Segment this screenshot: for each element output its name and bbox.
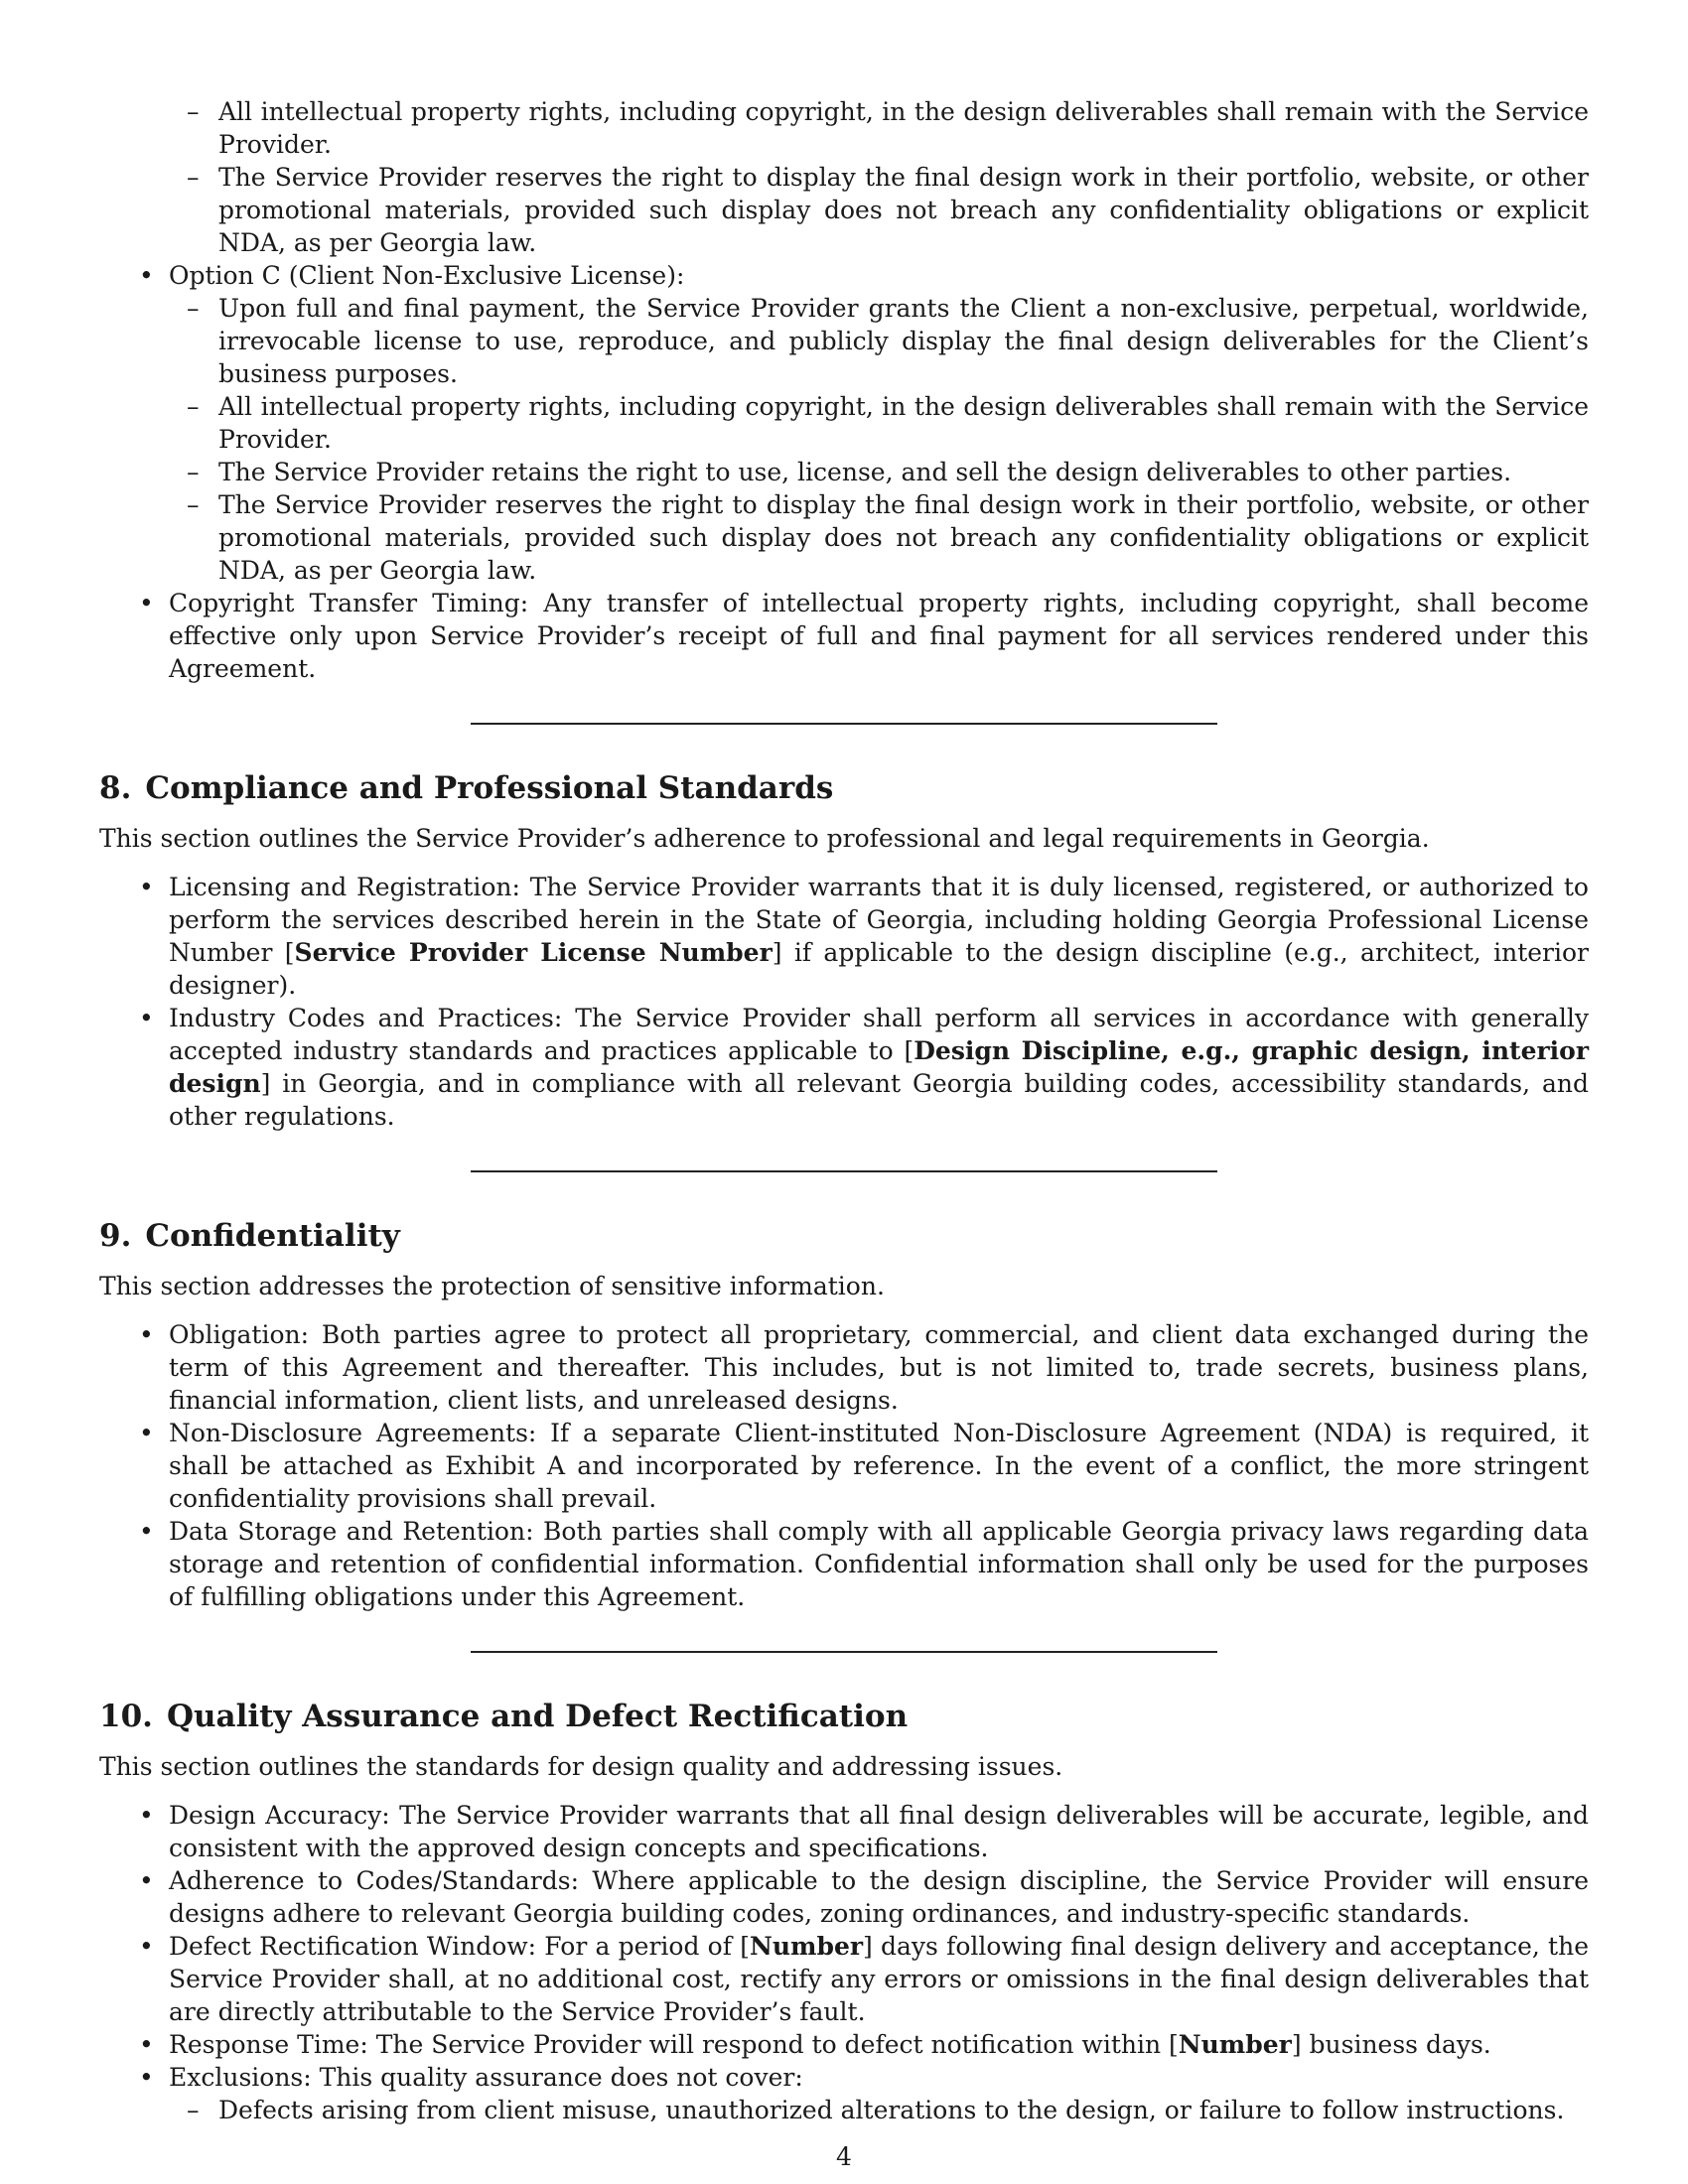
exclusions-item	[99, 2061, 1589, 2126]
defect-window-item	[99, 1930, 1589, 2028]
list-item: – All intellectual property rights, including copyright, in the design deliverables shall remain with the Service Provider.	[159, 390, 1589, 456]
codes-item: • Adherence to Codes/Standards: Where applicable to the design discipline, the Service Provider will ensure designs adhere to relevant Georgia building codes, zoning ordinances, and industry-specific standards.	[99, 1864, 1589, 1930]
exclusions-label: Exclusions: This quality assurance does not cover:	[169, 2063, 803, 2092]
section-10-intro: This section outlines the standards for design quality and addressing issues.	[99, 1752, 1063, 1781]
list-item: – All intellectual property rights, including copyright, in the design deliverables shall remain with the Service Provider.	[159, 95, 1589, 161]
ip-options-list	[99, 95, 1589, 685]
list-item: – The Service Provider reserves the right to display the final design work in their portfolio, website, or other promotional materials, provided such display does not breach any confidentiality obligations or explicit NDA, as per Georgia law.	[159, 161, 1589, 259]
section-divider	[471, 1651, 1217, 1653]
text-run: ] days following final design delivery and acceptance, the Service Provider shall, at no additional cost, rectify any errors or omissions in the final design deliverables that are directly attributable to the Service Provider’s fault.	[169, 1932, 1589, 2026]
text-run: Licensing and Registration: The Service Provider warrants that it is duly licensed, registered, or authorized to perform the services described herein in the State of Georgia, including holding Georgia Professional License Number [	[169, 873, 1589, 967]
list-item: – The Service Provider retains the right to use, license, and sell the design deliverables to other parties.	[159, 456, 1589, 488]
text-run: Response Time: The Service Provider will respond to defect notification within [	[169, 2030, 1179, 2059]
list-item: • Non-Disclosure Agreements: If a separate Client-instituted Non-Disclosure Agreement (NDA) is required, it shall be attached as Exhibit A and incorporated by reference. In the event of a conflict, the more stringent confidentiality provisions shall prevail.	[99, 1417, 1589, 1515]
industry-codes-item	[99, 1002, 1589, 1133]
page-number: 4	[836, 2142, 852, 2171]
section-10-heading	[99, 1697, 1589, 1736]
placeholder-field: Number	[1178, 2030, 1292, 2059]
list-item: – The Service Provider reserves the right to display the final design work in their portfolio, website, or other promotional materials, provided such display does not breach any confidentiality obligations or explicit NDA, as per Georgia law.	[159, 488, 1589, 587]
section-9-list	[99, 1318, 1589, 1613]
section-divider	[471, 723, 1217, 725]
section-divider	[471, 1170, 1217, 1172]
section-10-list	[99, 1799, 1589, 2126]
section-9-heading	[99, 1216, 1589, 1256]
list-item: • Data Storage and Retention: Both parties shall comply with all applicable Georgia privacy laws regarding data storage and retention of confidential information. Confidential information shall only be used for the purposes of fulfilling obligations under this Agreement.	[99, 1515, 1589, 1613]
copyright-timing-item: • Copyright Transfer Timing: Any transfer of intellectual property rights, including copyright, shall become effective only upon Service Provider’s receipt of full and final payment for all services rendered under this Agreement.	[99, 587, 1589, 685]
section-8-list	[99, 871, 1589, 1133]
list-item: – Upon full and final payment, the Service Provider grants the Client a non-exclusive, perpetual, worldwide, irrevocable license to use, reproduce, and publicly display the final design deliverables for the Client’s business purposes.	[159, 292, 1589, 390]
section-title: Confidentiality	[145, 1218, 400, 1254]
licensing-item	[99, 871, 1589, 1002]
list-item: • Obligation: Both parties agree to protect all proprietary, commercial, and client data exchanged during the term of this Agreement and thereafter. This includes, but is not limited to, trade secrets, business plans, financial information, client lists, and unreleased designs.	[99, 1318, 1589, 1417]
response-time-item	[99, 2028, 1589, 2061]
text-run: Defect Rectification Window: For a period of [	[169, 1932, 750, 1961]
option-c-label: Option C (Client Non-Exclusive License):	[169, 261, 685, 290]
text-run: ] business days.	[1291, 2030, 1491, 2059]
section-number: 9.	[99, 1218, 132, 1254]
section-number: 10.	[99, 1699, 153, 1734]
text-run: ] if applicable to the design discipline (e.g., architect, interior designer).	[169, 938, 1589, 1000]
section-8-intro: This section outlines the Service Provider’s adherence to professional and legal requirements in Georgia.	[99, 824, 1430, 853]
section-title: Quality Assurance and Defect Rectification	[166, 1699, 909, 1734]
design-accuracy-item: • Design Accuracy: The Service Provider warrants that all final design deliverables will be accurate, legible, and consistent with the approved design concepts and specifications.	[99, 1799, 1589, 1864]
document-page	[99, 95, 1589, 2126]
section-8-heading	[99, 768, 1589, 808]
section-number: 8.	[99, 770, 132, 806]
text-run: Industry Codes and Practices: The Service Provider shall perform all services in accordance with generally accepted industry standards and practices applicable to [	[169, 1004, 1589, 1065]
placeholder-field: Number	[749, 1932, 864, 1961]
section-title: Compliance and Professional Standards	[145, 770, 834, 806]
text-run: ] in Georgia, and in compliance with all relevant Georgia building codes, accessibility standards, and other regulations.	[169, 1069, 1589, 1131]
list-item: – Defects arising from client misuse, unauthorized alterations to the design, or failure to follow instructions.	[159, 2094, 1589, 2126]
option-c-item	[99, 259, 1589, 587]
option-b-continuation	[99, 95, 1589, 259]
section-9-intro: This section addresses the protection of sensitive information.	[99, 1272, 885, 1300]
placeholder-field: Design Discipline, e.g., graphic design, interior design	[169, 1036, 1589, 1098]
placeholder-field: Service Provider License Number	[294, 938, 773, 967]
